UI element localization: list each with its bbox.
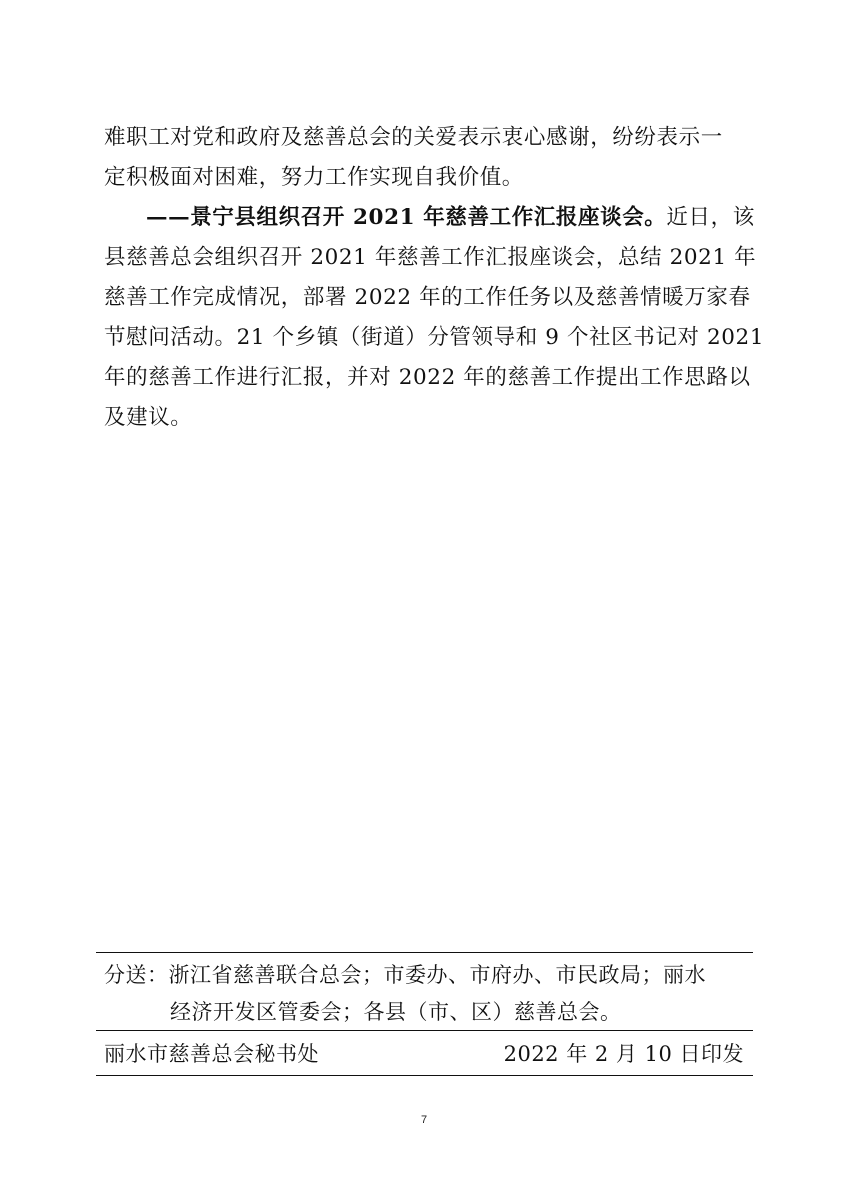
paragraph-line: 年的慈善工作进行汇报，并对 2022 年的慈善工作提出工作思路以 xyxy=(104,365,751,390)
distribution-list-line: 分送：浙江省慈善联合总会；市委办、市府办、市民政局；丽水 xyxy=(104,963,706,987)
issue-date: 2022 年 2 月 10 日印发 xyxy=(503,1042,744,1066)
distribution-list-line: 经济开发区管委会；各县（市、区）慈善总会。 xyxy=(170,1000,622,1024)
footer-divider-middle xyxy=(96,1030,753,1031)
paragraph-line: 难职工对党和政府及慈善总会的关爱表示衷心感谢，纷纷表示一 xyxy=(104,125,723,150)
footer-divider-top xyxy=(96,952,753,953)
paragraph-line: 县慈善总会组织召开 2021 年慈善工作汇报座谈会，总结 2021 年 xyxy=(104,245,757,270)
paragraph-line: 节慰问活动。21 个乡镇（街道）分管领导和 9 个社区书记对 2021 xyxy=(104,325,765,350)
section-heading: ——景宁县组织召开 2021 年慈善工作汇报座谈会。 xyxy=(146,205,667,230)
paragraph-line: 慈善工作完成情况，部署 2022 年的工作任务以及慈善情暖万家春 xyxy=(104,285,751,310)
footer-divider-bottom xyxy=(96,1075,753,1076)
section-heading-line xyxy=(146,203,755,233)
issuing-office: 丽水市慈善总会秘书处 xyxy=(104,1042,319,1066)
paragraph-line: 及建议。 xyxy=(104,405,193,430)
page-number: 7 xyxy=(420,1114,428,1126)
paragraph-line: 定积极面对困难，努力工作实现自我价值。 xyxy=(104,165,524,190)
paragraph-text: 近日，该 xyxy=(666,205,755,230)
